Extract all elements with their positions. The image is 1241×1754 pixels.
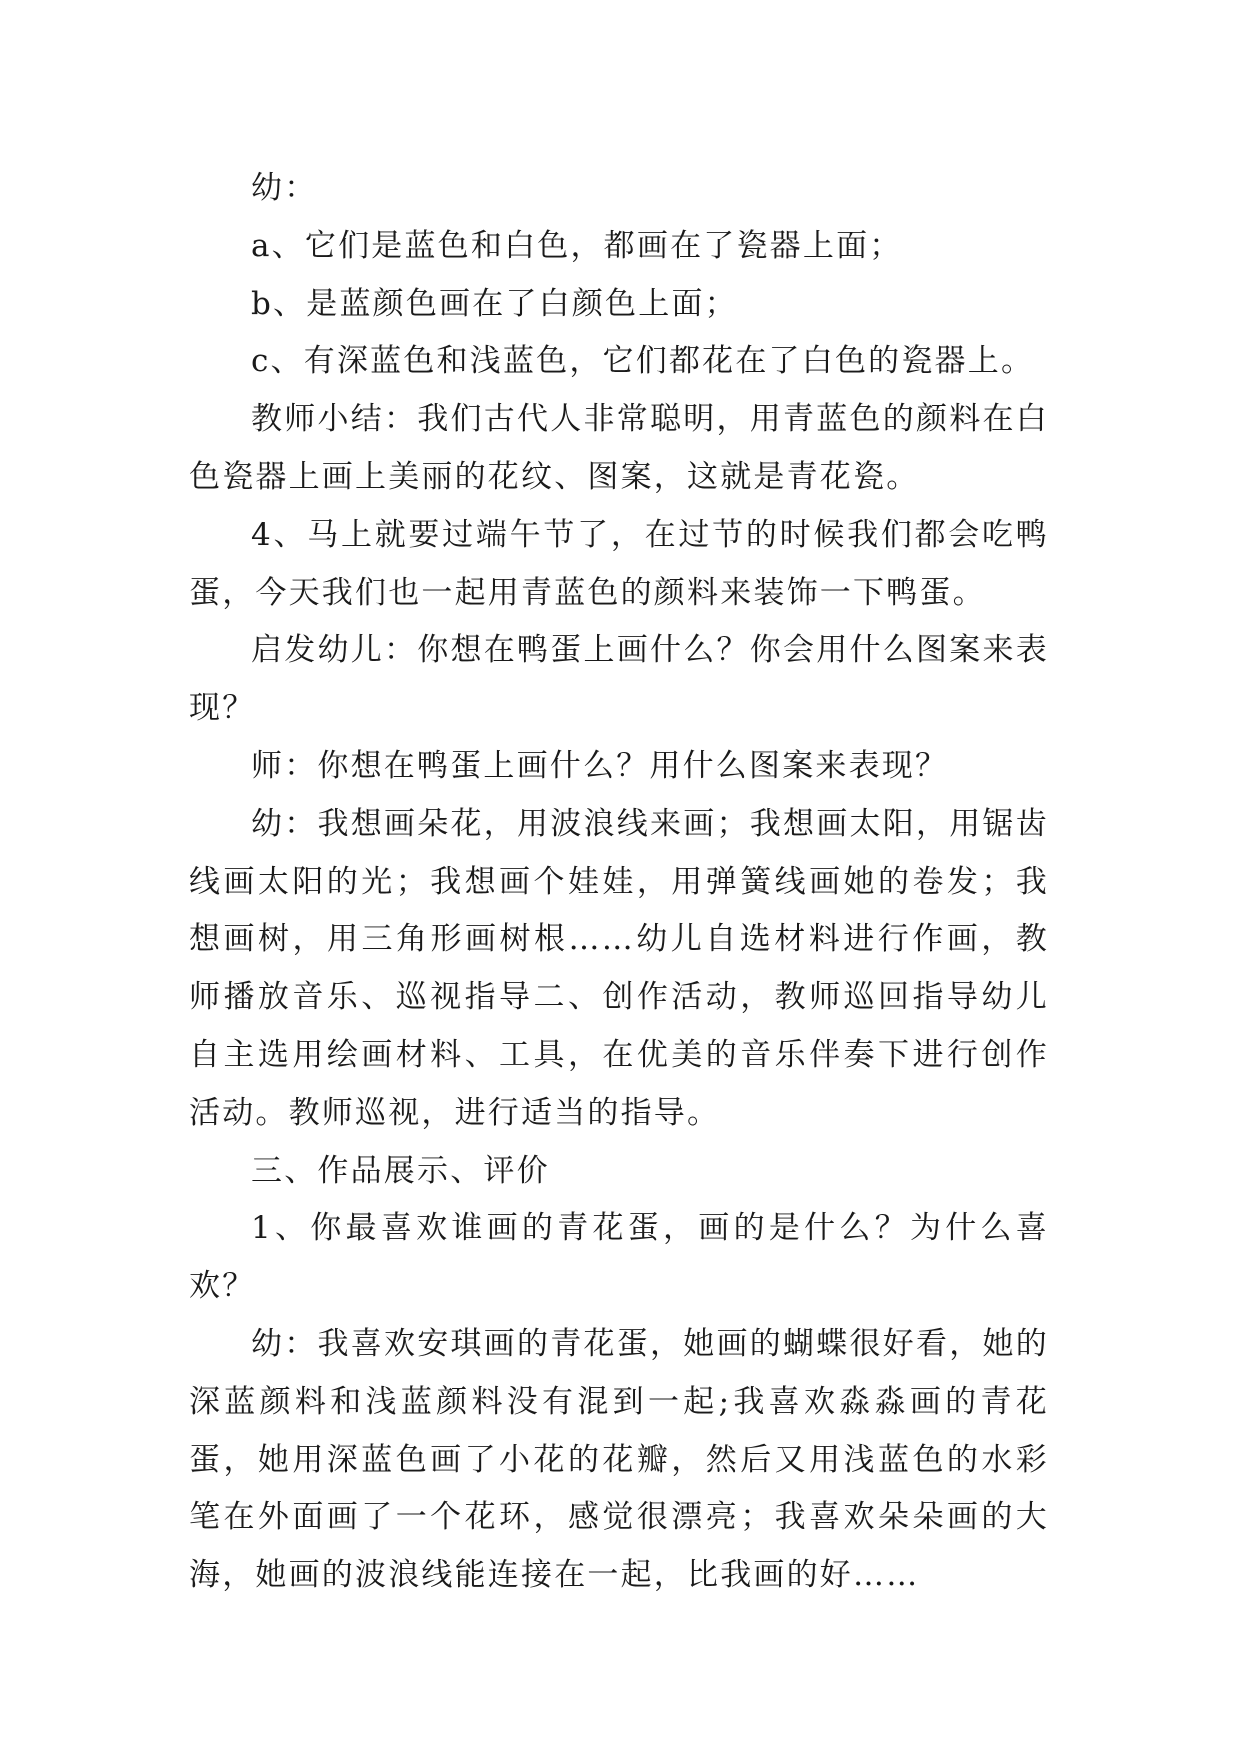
paragraph: c、有深蓝色和浅蓝色，它们都花在了白色的瓷器上。 bbox=[251, 343, 1035, 380]
paragraph: 1、你最喜欢谁画的青花蛋，画的是什么？为什么喜欢？ bbox=[189, 1210, 1049, 1305]
paragraph: a、它们是蓝色和白色，都画在了瓷器上面； bbox=[251, 227, 903, 264]
section-heading: 三、作品展示、评价 bbox=[251, 1152, 550, 1189]
paragraph: 启发幼儿：你想在鸭蛋上画什么？你会用什么图案来表现？ bbox=[189, 632, 1049, 727]
document-body bbox=[189, 160, 1049, 1605]
paragraph: 幼： bbox=[251, 170, 318, 206]
paragraph: 师：你想在鸭蛋上画什么？用什么图案来表现？ bbox=[251, 747, 949, 784]
paragraph: b、是蓝颜色画在了白颜色上面； bbox=[251, 285, 738, 322]
paragraph: 幼：我想画朵花，用波浪线来画；我想画太阳，用锯齿线画太阳的光；我想画个娃娃，用弹簧线画她的卷发；我想画树，用三角形画树根……幼儿自选材料进行作画，教师播放音乐、巡视指导二、创作活动，教师巡回指导幼儿自主选用绘画材料、工具，在优美的音乐伴奏下进行创作活动。教师巡视，进行适当的指导。 bbox=[189, 805, 1049, 1131]
paragraph: 幼：我喜欢安琪画的青花蛋，她画的蝴蝶很好看，她的深蓝颜料和浅蓝颜料没有混到一起;我喜欢淼淼画的青花蛋，她用深蓝色画了小花的花瓣，然后又用浅蓝色的水彩笔在外面画了一个花环，感觉很漂亮；我喜欢朵朵画的大海，她画的波浪线能连接在一起，比我画的好…… bbox=[189, 1325, 1049, 1594]
paragraph: 4、马上就要过端午节了，在过节的时候我们都会吃鸭蛋，今天我们也一起用青蓝色的颜料来装饰一下鸭蛋。 bbox=[189, 516, 1049, 611]
paragraph: 教师小结：我们古代人非常聪明，用青蓝色的颜料在白色瓷器上画上美丽的花纹、图案，这就是青花瓷。 bbox=[189, 401, 1049, 495]
